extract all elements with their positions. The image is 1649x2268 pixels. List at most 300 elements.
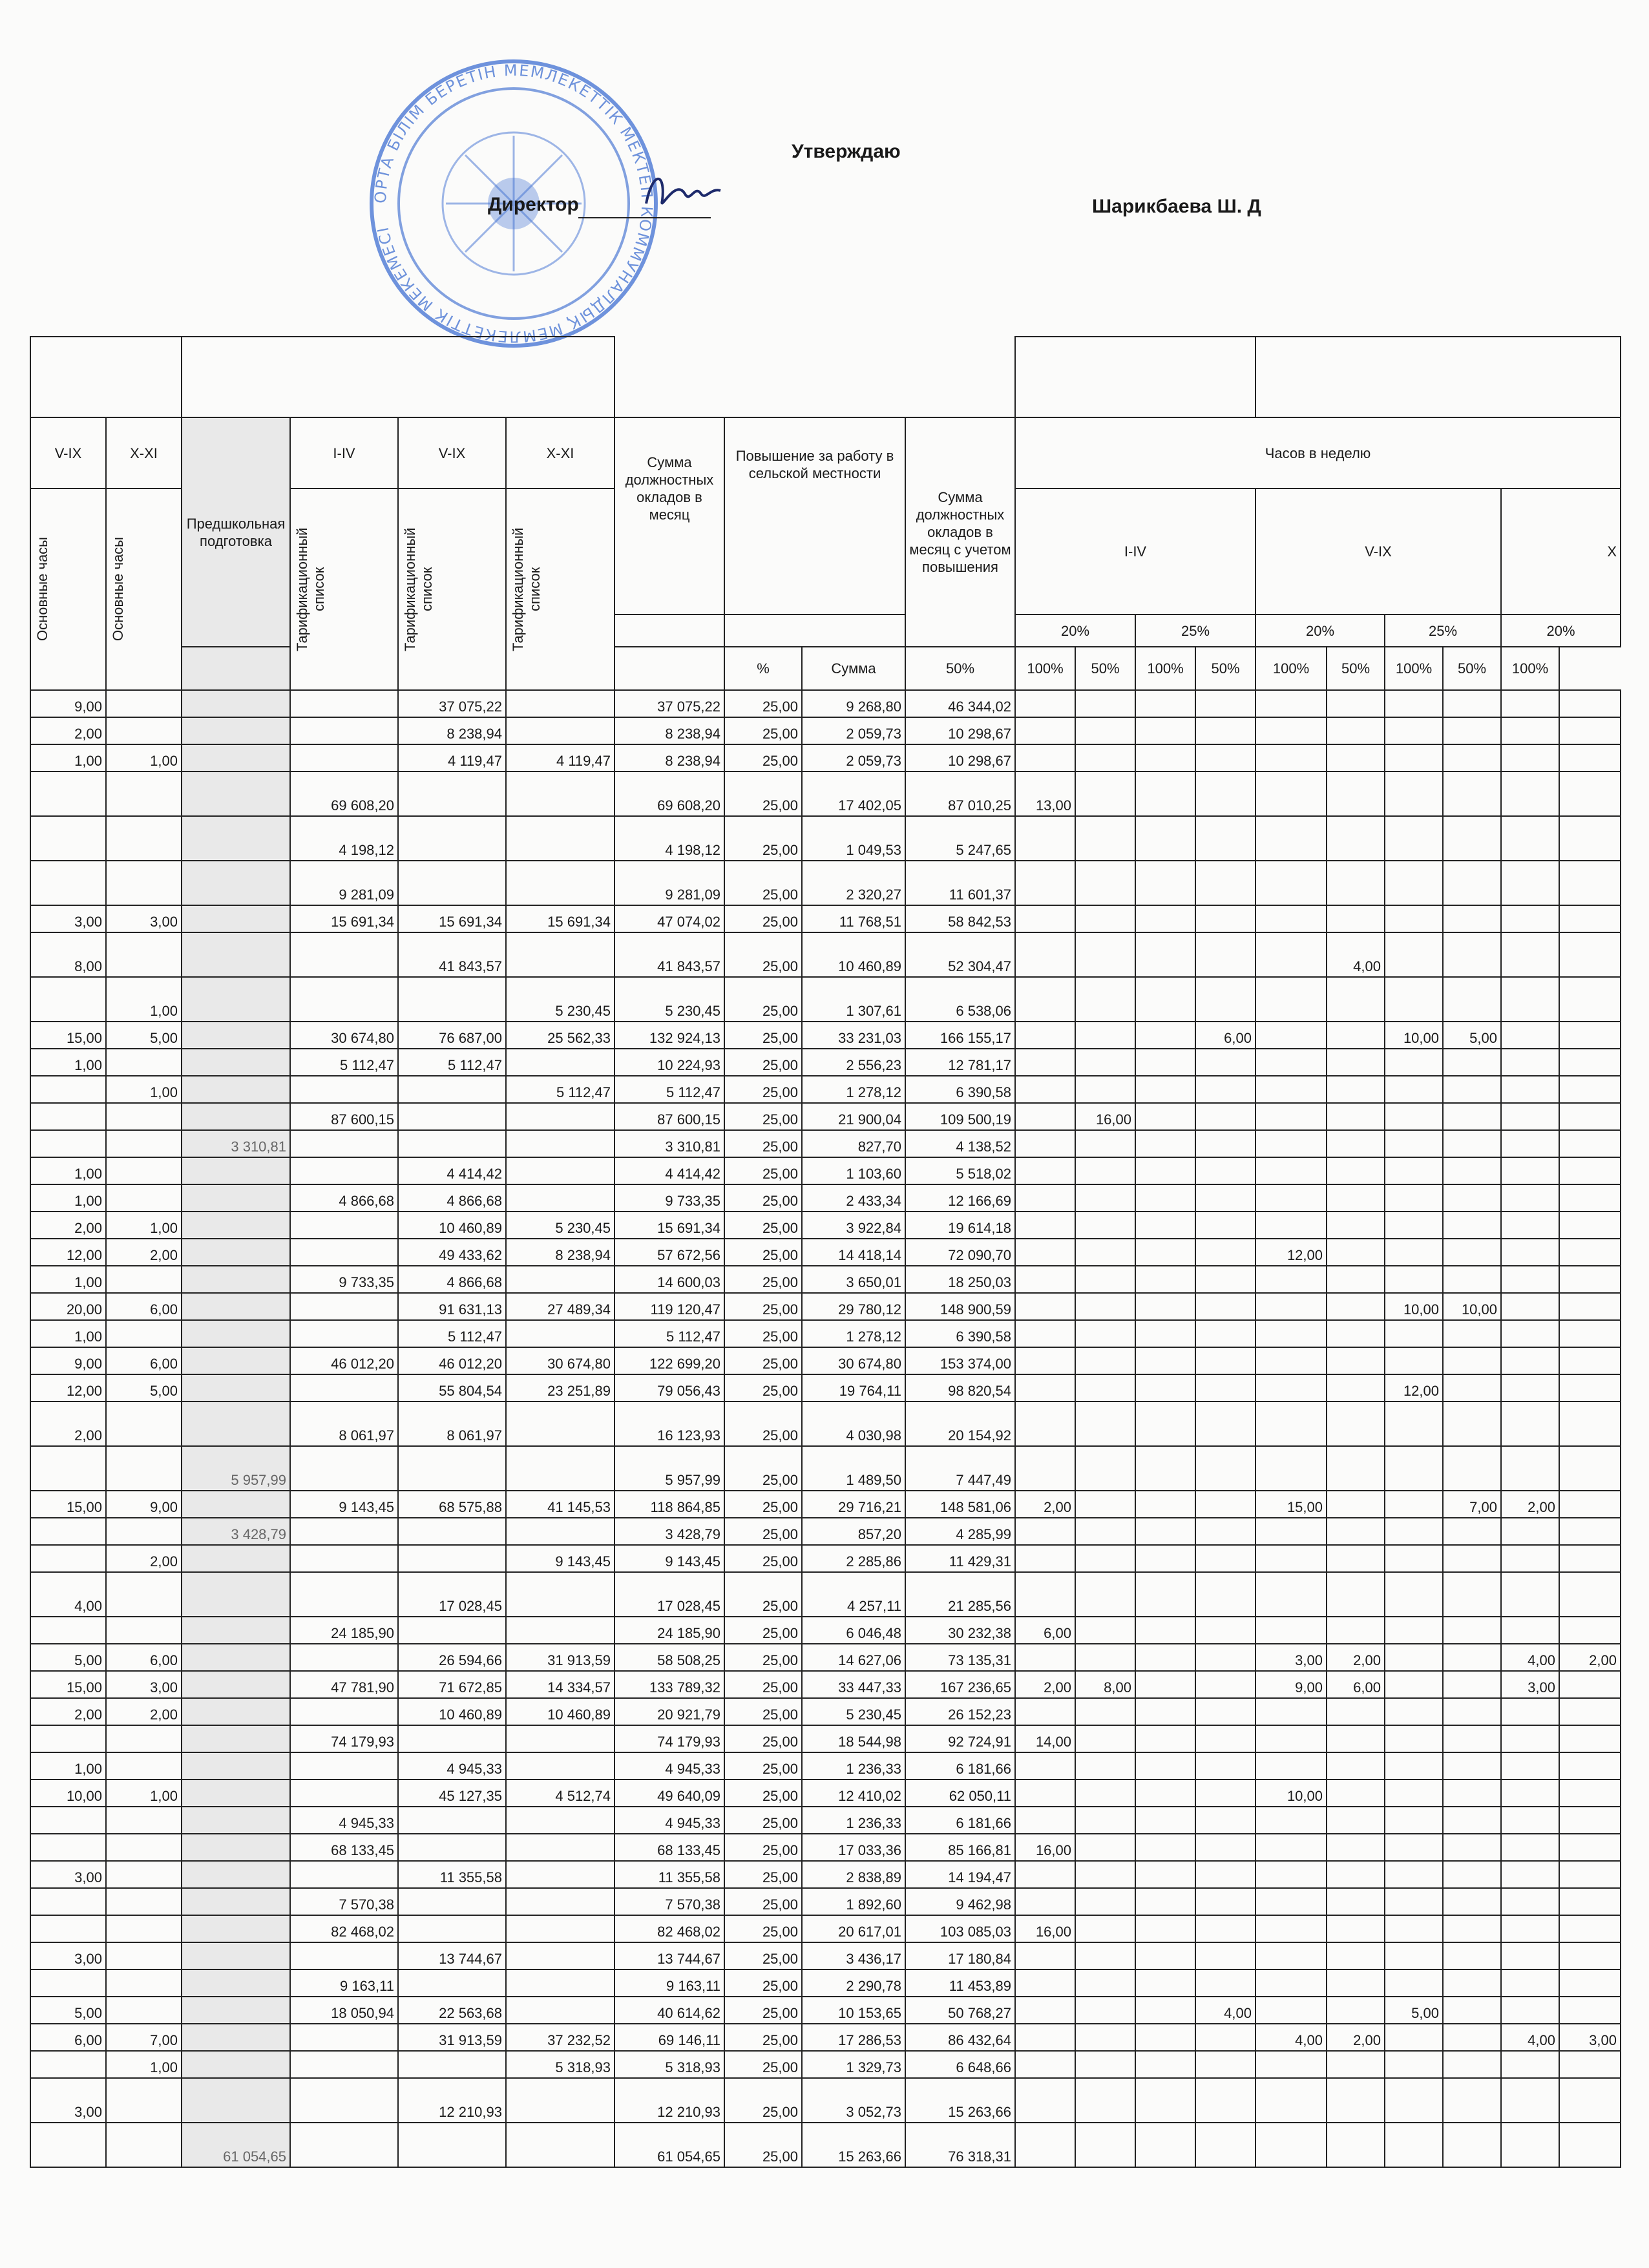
cell-hours xyxy=(1015,1266,1075,1293)
cell-c xyxy=(182,1572,290,1617)
cell-d: 82 468,02 xyxy=(290,1915,398,1942)
cell-a: 12,00 xyxy=(30,1374,106,1402)
cell-f: 15 691,34 xyxy=(506,905,614,932)
cell-g: 4 945,33 xyxy=(614,1807,724,1834)
cell-e xyxy=(398,2123,506,2167)
cell-hours xyxy=(1015,1157,1075,1184)
cell-g: 37 075,22 xyxy=(614,690,724,717)
cell-a: 12,00 xyxy=(30,1239,106,1266)
table-row xyxy=(30,1049,1621,1076)
cell-hours xyxy=(1135,1725,1195,1752)
cell-g: 17 028,45 xyxy=(614,1572,724,1617)
cell-hours xyxy=(1501,1076,1559,1103)
approve-label: Утверждаю xyxy=(792,141,901,162)
cell-b xyxy=(106,1402,182,1446)
cell-hours: 5,00 xyxy=(1385,1997,1443,2024)
cell-hours: 6,00 xyxy=(1195,1022,1255,1049)
cell-hours xyxy=(1135,1293,1195,1320)
cell-e: 5 112,47 xyxy=(398,1320,506,1347)
table-row xyxy=(30,1239,1621,1266)
table-row xyxy=(30,1698,1621,1725)
cell-hours xyxy=(1015,2123,1075,2167)
cell-h: 25,00 xyxy=(724,1545,802,1572)
cell-j: 87 010,25 xyxy=(905,772,1015,816)
cell-hours xyxy=(1501,932,1559,977)
cell-hours xyxy=(1195,1130,1255,1157)
cell-hours xyxy=(1255,1049,1327,1076)
cell-a: 3,00 xyxy=(30,1942,106,1969)
table-row xyxy=(30,932,1621,977)
cell-e xyxy=(398,1103,506,1130)
cell-j: 5 247,65 xyxy=(905,816,1015,861)
cell-hours xyxy=(1559,1942,1621,1969)
cell-a: 1,00 xyxy=(30,1266,106,1293)
cell-f xyxy=(506,1997,614,2024)
cell-hours xyxy=(1075,1915,1135,1942)
cell-hours xyxy=(1195,1049,1255,1076)
cell-hours xyxy=(1385,1446,1443,1491)
cell-hours xyxy=(1135,1518,1195,1545)
cell-hours xyxy=(1135,1076,1195,1103)
cell-hours xyxy=(1327,1997,1385,2024)
cell-hours xyxy=(1559,1130,1621,1157)
cell-g: 9 281,09 xyxy=(614,861,724,905)
cell-f xyxy=(506,1725,614,1752)
header-hw-50-1: 50% xyxy=(905,647,1015,690)
cell-hours xyxy=(1559,1491,1621,1518)
cell-e xyxy=(398,1915,506,1942)
cell-hours xyxy=(1327,861,1385,905)
table-row xyxy=(30,690,1621,717)
cell-a: 4,00 xyxy=(30,1572,106,1617)
cell-hours xyxy=(1075,772,1135,816)
cell-hours xyxy=(1135,1347,1195,1374)
cell-g: 47 074,02 xyxy=(614,905,724,932)
table-row xyxy=(30,905,1621,932)
cell-i: 857,20 xyxy=(802,1518,905,1545)
cell-d xyxy=(290,690,398,717)
cell-c xyxy=(182,1698,290,1725)
cell-e: 68 575,88 xyxy=(398,1491,506,1518)
cell-hours xyxy=(1443,816,1501,861)
cell-a: 1,00 xyxy=(30,1752,106,1780)
table-row xyxy=(30,1969,1621,1997)
cell-hours xyxy=(1015,1130,1075,1157)
cell-d xyxy=(290,717,398,744)
cell-i: 3 922,84 xyxy=(802,1212,905,1239)
cell-hours xyxy=(1135,1374,1195,1402)
cell-a xyxy=(30,2123,106,2167)
cell-hours xyxy=(1501,1266,1559,1293)
cell-b: 1,00 xyxy=(106,977,182,1022)
cell-i: 2 059,73 xyxy=(802,744,905,772)
cell-d: 74 179,93 xyxy=(290,1725,398,1752)
cell-hours xyxy=(1443,717,1501,744)
cell-hours xyxy=(1075,1239,1135,1266)
cell-hours xyxy=(1195,1572,1255,1617)
cell-c: 3 428,79 xyxy=(182,1518,290,1545)
cell-hours xyxy=(1195,1374,1255,1402)
cell-hours xyxy=(1559,1997,1621,2024)
cell-b xyxy=(106,690,182,717)
cell-hours xyxy=(1135,1997,1195,2024)
cell-hours xyxy=(1443,1997,1501,2024)
cell-hours xyxy=(1195,1834,1255,1861)
cell-hours xyxy=(1075,1969,1135,1997)
cell-h: 25,00 xyxy=(724,1076,802,1103)
cell-hours xyxy=(1559,2078,1621,2123)
cell-hours xyxy=(1385,1545,1443,1572)
cell-hours xyxy=(1255,816,1327,861)
cell-hours xyxy=(1559,861,1621,905)
cell-i: 1 278,12 xyxy=(802,1320,905,1347)
cell-hours xyxy=(1385,1239,1443,1266)
cell-hours xyxy=(1015,1022,1075,1049)
cell-e: 4 866,68 xyxy=(398,1266,506,1293)
cell-e xyxy=(398,1446,506,1491)
cell-d xyxy=(290,1157,398,1184)
cell-hours xyxy=(1075,1076,1135,1103)
cell-hours xyxy=(1443,1446,1501,1491)
cell-j: 4 285,99 xyxy=(905,1518,1015,1545)
cell-hours: 16,00 xyxy=(1075,1103,1135,1130)
cell-i: 2 059,73 xyxy=(802,717,905,744)
cell-hours xyxy=(1195,1266,1255,1293)
cell-a xyxy=(30,1130,106,1157)
cell-hours xyxy=(1075,2024,1135,2051)
cell-c xyxy=(182,1491,290,1518)
cell-j: 148 900,59 xyxy=(905,1293,1015,1320)
cell-hours: 4,00 xyxy=(1501,1644,1559,1671)
cell-hours xyxy=(1135,1807,1195,1834)
cell-h: 25,00 xyxy=(724,690,802,717)
table-row xyxy=(30,2051,1621,2078)
cell-hours xyxy=(1195,2123,1255,2167)
table-row xyxy=(30,1752,1621,1780)
cell-f xyxy=(506,1320,614,1347)
cell-hours: 2,00 xyxy=(1015,1671,1075,1698)
cell-a: 9,00 xyxy=(30,1347,106,1374)
cell-hours: 6,00 xyxy=(1327,1671,1385,1698)
cell-f xyxy=(506,1888,614,1915)
cell-h: 25,00 xyxy=(724,1103,802,1130)
cell-d xyxy=(290,1374,398,1402)
cell-hours xyxy=(1501,1780,1559,1807)
cell-b: 2,00 xyxy=(106,1698,182,1725)
cell-j: 30 232,38 xyxy=(905,1617,1015,1644)
cell-c xyxy=(182,932,290,977)
cell-hours xyxy=(1327,690,1385,717)
cell-hours xyxy=(1195,905,1255,932)
cell-hours xyxy=(1443,1671,1501,1698)
cell-d xyxy=(290,1130,398,1157)
cell-hours xyxy=(1255,1293,1327,1320)
cell-j: 86 432,64 xyxy=(905,2024,1015,2051)
cell-f: 31 913,59 xyxy=(506,1644,614,1671)
cell-hours xyxy=(1015,1780,1075,1807)
cell-hours xyxy=(1385,1518,1443,1545)
cell-c xyxy=(182,1239,290,1266)
header-hw-100-5: 100% xyxy=(1501,647,1559,690)
cell-hours xyxy=(1195,1491,1255,1518)
cell-e: 76 687,00 xyxy=(398,1022,506,1049)
cell-h: 25,00 xyxy=(724,1572,802,1617)
cell-j: 18 250,03 xyxy=(905,1266,1015,1293)
cell-g: 69 608,20 xyxy=(614,772,724,816)
cell-j: 109 500,19 xyxy=(905,1103,1015,1130)
cell-j: 5 518,02 xyxy=(905,1157,1015,1184)
cell-e: 49 433,62 xyxy=(398,1239,506,1266)
cell-hours xyxy=(1015,1861,1075,1888)
cell-hours xyxy=(1501,1572,1559,1617)
cell-h: 25,00 xyxy=(724,977,802,1022)
cell-hours xyxy=(1195,1725,1255,1752)
cell-hours xyxy=(1195,1888,1255,1915)
cell-hours xyxy=(1255,744,1327,772)
cell-h: 25,00 xyxy=(724,1022,802,1049)
cell-d xyxy=(290,1212,398,1239)
cell-hours xyxy=(1255,977,1327,1022)
cell-hours xyxy=(1015,1969,1075,1997)
cell-hours xyxy=(1385,1347,1443,1374)
cell-hours: 4,00 xyxy=(1195,1997,1255,2024)
header-main-hours-2: Основные часы xyxy=(110,537,126,642)
cell-hours xyxy=(1327,772,1385,816)
cell-hours xyxy=(1501,1374,1559,1402)
cell-d: 47 781,90 xyxy=(290,1671,398,1698)
cell-a: 6,00 xyxy=(30,2024,106,2051)
cell-hours xyxy=(1135,1446,1195,1491)
cell-h: 25,00 xyxy=(724,1518,802,1545)
cell-hours xyxy=(1501,1969,1559,1997)
cell-e: 15 691,34 xyxy=(398,905,506,932)
cell-g: 4 945,33 xyxy=(614,1752,724,1780)
cell-i: 1 278,12 xyxy=(802,1076,905,1103)
cell-hours xyxy=(1443,1184,1501,1212)
cell-h: 25,00 xyxy=(724,1049,802,1076)
cell-hours xyxy=(1255,1402,1327,1446)
cell-hours xyxy=(1255,2078,1327,2123)
cell-a: 1,00 xyxy=(30,1184,106,1212)
cell-hours xyxy=(1195,2078,1255,2123)
cell-a xyxy=(30,1103,106,1130)
cell-i: 33 231,03 xyxy=(802,1022,905,1049)
table-row xyxy=(30,861,1621,905)
cell-d xyxy=(290,744,398,772)
cell-hours xyxy=(1075,1446,1135,1491)
cell-j: 11 601,37 xyxy=(905,861,1015,905)
cell-d xyxy=(290,2051,398,2078)
table-row xyxy=(30,1545,1621,1572)
cell-hours xyxy=(1195,1402,1255,1446)
table-row xyxy=(30,1374,1621,1402)
cell-hours xyxy=(1443,1347,1501,1374)
header-hw-50-2: 50% xyxy=(1075,647,1135,690)
cell-hours xyxy=(1327,1320,1385,1347)
cell-hours xyxy=(1015,690,1075,717)
cell-h: 25,00 xyxy=(724,1320,802,1347)
cell-i: 10 153,65 xyxy=(802,1997,905,2024)
cell-e xyxy=(398,1076,506,1103)
cell-i: 4 257,11 xyxy=(802,1572,905,1617)
cell-g: 5 112,47 xyxy=(614,1076,724,1103)
cell-hours xyxy=(1255,1022,1327,1049)
cell-a xyxy=(30,1617,106,1644)
cell-hours xyxy=(1385,1130,1443,1157)
cell-hours xyxy=(1559,1212,1621,1239)
cell-hours xyxy=(1501,1752,1559,1780)
cell-c: 61 054,65 xyxy=(182,2123,290,2167)
cell-hours xyxy=(1015,1698,1075,1725)
cell-f: 37 232,52 xyxy=(506,2024,614,2051)
cell-d xyxy=(290,1861,398,1888)
cell-hours xyxy=(1195,1942,1255,1969)
cell-a: 15,00 xyxy=(30,1671,106,1698)
cell-hours xyxy=(1015,1402,1075,1446)
cell-hours xyxy=(1385,1861,1443,1888)
cell-hours xyxy=(1327,2051,1385,2078)
cell-hours xyxy=(1443,1049,1501,1076)
cell-b xyxy=(106,1446,182,1491)
cell-g: 41 843,57 xyxy=(614,932,724,977)
cell-f xyxy=(506,861,614,905)
cell-hours xyxy=(1559,1969,1621,1997)
cell-a: 2,00 xyxy=(30,1402,106,1446)
cell-c xyxy=(182,1212,290,1239)
cell-i: 33 447,33 xyxy=(802,1671,905,1698)
cell-i: 17 286,53 xyxy=(802,2024,905,2051)
cell-hours xyxy=(1255,1752,1327,1780)
cell-hours xyxy=(1255,1617,1327,1644)
table-body xyxy=(30,690,1621,2167)
cell-e xyxy=(398,816,506,861)
cell-i: 30 674,80 xyxy=(802,1347,905,1374)
cell-hours xyxy=(1501,1725,1559,1752)
cell-hours xyxy=(1559,1076,1621,1103)
cell-j: 9 462,98 xyxy=(905,1888,1015,1915)
cell-b xyxy=(106,1130,182,1157)
header-i-iv: I-IV xyxy=(290,417,398,488)
cell-d xyxy=(290,932,398,977)
cell-i: 1 329,73 xyxy=(802,2051,905,2078)
cell-g: 11 355,58 xyxy=(614,1861,724,1888)
cell-d: 9 143,45 xyxy=(290,1491,398,1518)
cell-c xyxy=(182,2051,290,2078)
signature-line xyxy=(578,217,711,218)
cell-hours xyxy=(1385,2024,1443,2051)
cell-b xyxy=(106,1518,182,1545)
cell-hours xyxy=(1501,1545,1559,1572)
cell-hours: 4,00 xyxy=(1327,932,1385,977)
cell-hours xyxy=(1135,905,1195,932)
cell-g: 16 123,93 xyxy=(614,1402,724,1446)
table-row xyxy=(30,1518,1621,1545)
cell-hours xyxy=(1559,1888,1621,1915)
cell-hours xyxy=(1195,690,1255,717)
cell-hours xyxy=(1559,1266,1621,1293)
cell-b xyxy=(106,1572,182,1617)
cell-c xyxy=(182,1780,290,1807)
cell-hours: 4,00 xyxy=(1255,2024,1327,2051)
header-hw-100-4: 100% xyxy=(1385,647,1443,690)
cell-hours xyxy=(1443,1076,1501,1103)
cell-hours xyxy=(1327,1942,1385,1969)
cell-h: 25,00 xyxy=(724,1698,802,1725)
table-row xyxy=(30,1915,1621,1942)
cell-e xyxy=(398,1888,506,1915)
cell-hours xyxy=(1385,1212,1443,1239)
header-hw-100-1: 100% xyxy=(1015,647,1075,690)
cell-j: 153 374,00 xyxy=(905,1347,1015,1374)
cell-hours xyxy=(1075,1130,1135,1157)
cell-b: 6,00 xyxy=(106,1644,182,1671)
cell-hours xyxy=(1559,1518,1621,1545)
cell-h: 25,00 xyxy=(724,1969,802,1997)
cell-hours xyxy=(1015,861,1075,905)
cell-c xyxy=(182,1374,290,1402)
cell-f xyxy=(506,1157,614,1184)
cell-i: 15 263,66 xyxy=(802,2123,905,2167)
cell-c xyxy=(182,1861,290,1888)
cell-e xyxy=(398,1807,506,1834)
cell-g: 68 133,45 xyxy=(614,1834,724,1861)
cell-hours xyxy=(1559,1239,1621,1266)
cell-hours xyxy=(1015,932,1075,977)
cell-hours: 9,00 xyxy=(1255,1671,1327,1698)
cell-j: 85 166,81 xyxy=(905,1834,1015,1861)
cell-hours xyxy=(1327,1888,1385,1915)
cell-c xyxy=(182,744,290,772)
cell-f: 30 674,80 xyxy=(506,1347,614,1374)
cell-hours xyxy=(1255,1374,1327,1402)
table-row xyxy=(30,816,1621,861)
cell-e: 4 119,47 xyxy=(398,744,506,772)
cell-hours xyxy=(1135,1184,1195,1212)
header-hw-50-5: 50% xyxy=(1443,647,1501,690)
cell-h: 25,00 xyxy=(724,1671,802,1698)
cell-c xyxy=(182,1402,290,1446)
cell-hours xyxy=(1195,1347,1255,1374)
cell-i: 827,70 xyxy=(802,1130,905,1157)
cell-e xyxy=(398,1834,506,1861)
cell-h: 25,00 xyxy=(724,1780,802,1807)
cell-hours xyxy=(1135,1572,1195,1617)
cell-c xyxy=(182,1834,290,1861)
cell-d xyxy=(290,1076,398,1103)
table-row xyxy=(30,1320,1621,1347)
cell-hours xyxy=(1255,1446,1327,1491)
cell-i: 18 544,98 xyxy=(802,1725,905,1752)
cell-hours xyxy=(1327,1861,1385,1888)
cell-e xyxy=(398,2051,506,2078)
cell-hours xyxy=(1501,1320,1559,1347)
cell-hours xyxy=(1385,1320,1443,1347)
cell-b xyxy=(106,1266,182,1293)
table-row xyxy=(30,1807,1621,1834)
cell-h: 25,00 xyxy=(724,2123,802,2167)
cell-d xyxy=(290,1446,398,1491)
cell-d: 4 198,12 xyxy=(290,816,398,861)
cell-hours xyxy=(1501,1347,1559,1374)
cell-b: 1,00 xyxy=(106,1076,182,1103)
cell-hours xyxy=(1501,1915,1559,1942)
cell-a xyxy=(30,772,106,816)
cell-d xyxy=(290,977,398,1022)
cell-i: 12 410,02 xyxy=(802,1780,905,1807)
table-row xyxy=(30,1617,1621,1644)
cell-i: 3 436,17 xyxy=(802,1942,905,1969)
cell-hours xyxy=(1015,1644,1075,1671)
